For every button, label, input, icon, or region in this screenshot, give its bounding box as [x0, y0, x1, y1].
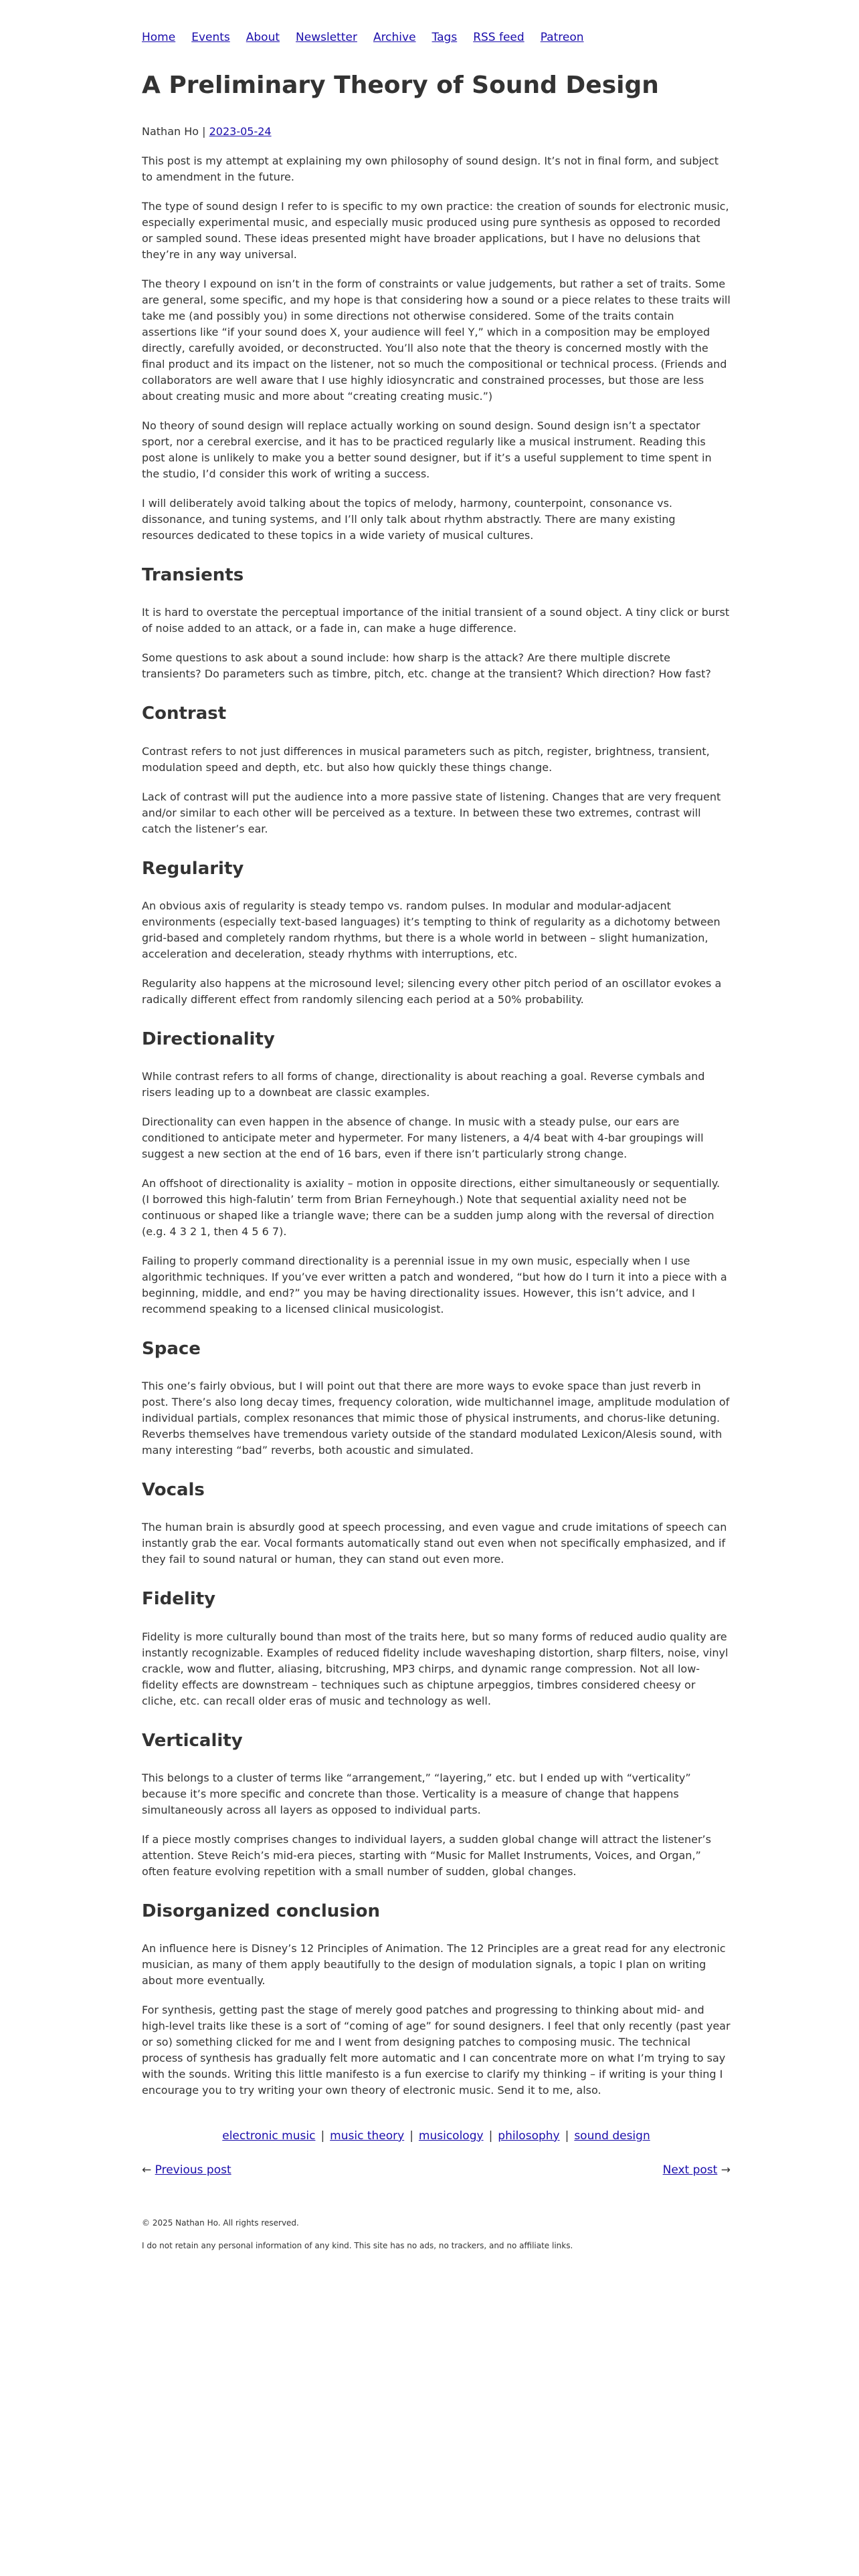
nav-rss-feed-link[interactable]: RSS feed: [473, 31, 524, 44]
previous-post: [142, 2162, 231, 2179]
section-heading: Fidelity: [142, 1589, 216, 1610]
nav-archive-link[interactable]: Archive: [373, 31, 416, 44]
section-paragraph: Lack of contrast will put the audience into a more passive state of listening. Changes that are very frequent and/or similar to each other will be perceived as a texture. In between these two extremes, contrast will catch the listener’s ear.: [142, 790, 721, 835]
section-contrast: [142, 704, 731, 837]
intro-paragraph: The type of sound design I refer to is specific to my own practice: the creation of sounds for electronic music, especially experimental music, and especially music produced using pure synthesis as opposed to recorded or sampled sound. These ideas presented might have broader applications, but I have no delusions that they’re in any way universal.: [142, 200, 729, 261]
top-navigation: [142, 0, 731, 49]
post-author: Nathan Ho: [142, 125, 199, 138]
section-paragraph: Contrast refers to not just differences in musical parameters such as pitch, register, brightness, transient, modulation speed and depth, etc. but also how quickly these things change.: [142, 744, 710, 774]
section-heading: Contrast: [142, 704, 227, 724]
section-paragraph: It is hard to overstate the perceptual importance of the initial transient of a sound object. A tiny click or burst of noise added to an attack, or a fade in, can make a huge difference.: [142, 606, 730, 635]
section-heading: Vocals: [142, 1480, 205, 1501]
section-paragraph: Directionality can even happen in the absence of change. In music with a steady pulse, our ears are conditioned to anticipate meter and hypermeter. For many listeners, a 4/4 beat with 4-bar groupings will suggest a new section at the end of 16 bars, even if there isn’t particularly strong change.: [142, 1115, 704, 1160]
left-arrow-icon: ←: [142, 2163, 155, 2177]
content-column: [142, 0, 731, 2262]
intro: [142, 153, 731, 544]
section-heading: Transients: [142, 565, 244, 586]
section-paragraph: Failing to properly command directionality is a perennial issue in my own music, especially when I use algorithmic techniques. If you’ve ever written a patch and wondered, “but how do I turn it into a piece with a beginning, middle, and end?” you may be having directionality issues. However, this isn’t advice, and I recommend speaking to a licensed clinical musicologist.: [142, 1254, 727, 1315]
section-paragraph: If a piece mostly comprises changes to individual layers, a sudden global change will attract the listener’s attention. Steve Reich’s mid-era pieces, starting with “Music for Mallet Instruments, Voices, and Organ,” often feature evolving repetition with a small number of sudden, global changes.: [142, 1832, 711, 1878]
post-title: A Preliminary Theory of Sound Design: [142, 72, 659, 99]
intro-paragraph: The theory I expound on isn’t in the form of constraints or value judgements, but rather a set of traits. Some are general, some specific, and my hope is that considering how a sound or a piece relates to these traits will take me (and possibly you) in some directions not otherwise considered. Some of the traits contain assertions like “if your sound does X, your audience will feel Y,” which in a composition may be employed directly, carefully avoided, or deconstructed. You’ll also note that the theory is concerned mostly with the final product and its impact on the listener, not so much the compositional or technical process. (Friends and collaborators are well aware that I use highly idiosyncratic and constrained processes, but those are less about creating music and more about “creating creating music.”): [142, 278, 731, 403]
section-vocals: [142, 1480, 731, 1568]
section-paragraph: For synthesis, getting past the stage of merely good patches and progressing to thinking about mid- and high-level traits like these is a sort of “coming of age” for sound designers. I feel that only recently (past year or so) something clicked for me and I went from designing patches to composing music. The technical process of synthesis has gradually felt more automatic and I can concentrate more on what I’m trying to say with the sounds. Writing this little manifesto is a fun exercise to clarify my thinking – if writing is your thing I encourage you to try writing your own theory of electronic music. Send it to me, also.: [142, 2003, 731, 2097]
post-date-link[interactable]: 2023-05-24: [209, 125, 272, 138]
nav-tags-link[interactable]: Tags: [432, 31, 458, 44]
post-meta: [142, 124, 731, 140]
section-verticality: [142, 1731, 731, 1880]
tag-separator: |: [320, 2129, 325, 2143]
next-post-link[interactable]: Next post: [662, 2163, 718, 2177]
section-directionality: [142, 1029, 731, 1317]
section-paragraph: Regularity also happens at the microsound level; silencing every other pitch period of an oscillator evokes a radically different effect from randomly silencing each period at a 50% probability.: [142, 976, 722, 1006]
section-heading: Regularity: [142, 858, 244, 879]
tag-list: [142, 2128, 731, 2145]
nav-patreon-link[interactable]: Patreon: [540, 31, 584, 44]
tag-separator: |: [488, 2129, 493, 2143]
section-paragraph: This belongs to a cluster of terms like “arrangement,” “layering,” etc. but I ended up with “verticality” because it’s more specific and concrete than those. Verticality is a measure of change that happens simultaneously across all layers as opposed to individual parts.: [142, 1771, 691, 1816]
section-heading: Directionality: [142, 1029, 275, 1049]
section-transients: [142, 565, 731, 682]
tag-music-theory-link[interactable]: music theory: [330, 2129, 405, 2143]
section-paragraph: While contrast refers to all forms of change, directionality is about reaching a goal. Reverse cymbals and risers leading up to a downbeat are classic examples.: [142, 1069, 705, 1099]
section-disorganized-conclusion: [142, 1901, 731, 2099]
tag-sound-design-link[interactable]: sound design: [574, 2129, 650, 2143]
right-arrow-icon: →: [717, 2163, 731, 2177]
tag-philosophy-link[interactable]: philosophy: [498, 2129, 560, 2143]
intro-paragraph: No theory of sound design will replace actually working on sound design. Sound design isn’t a spectator sport, nor a cerebral exercise, and it has to be practiced regularly like a musical instrument. Reading this post alone is unlikely to make you a better sound designer, but if it’s a useful supplement to time spent in the studio, I’d consider this work of writing a success.: [142, 419, 712, 481]
section-paragraph: An influence here is Disney’s 12 Principles of Animation. The 12 Principles are a great read for any electronic musician, as many of them apply beautifully to the design of modulation signals, a topic I plan on writing about more eventually.: [142, 1941, 726, 1987]
next-post: [663, 2162, 731, 2179]
section-paragraph: Some questions to ask about a sound include: how sharp is the attack? Are there multiple discrete transients? Do parameters such as timbre, pitch, etc. change at the transient? Which direction? How fast?: [142, 651, 711, 681]
section-paragraph: This one’s fairly obvious, but I will point out that there are more ways to evoke space than just reverb in post. There’s also long decay times, frequency coloration, wide multichannel image, amplitude modulation of individual partials, complex resonances that mimic those of physical instruments, and chorus-like detuning. Reverbs themselves have tremendous variety outside of the standard modulated Lexicon/Alesis sound, with many interesting “bad” reverbs, both acoustic and simulated.: [142, 1380, 730, 1457]
intro-paragraph: I will deliberately avoid talking about the topics of melody, harmony, counterpoint, consonance vs. dissonance, and tuning systems, and I’ll only talk about rhythm abstractly. There are many existing resources dedicated to these topics in a wide variety of musical cultures.: [142, 497, 676, 542]
intro-paragraph: This post is my attempt at explaining my own philosophy of sound design. It’s not in final form, and subject to amendment in the future.: [142, 154, 719, 184]
section-paragraph: An offshoot of directionality is axiality – motion in opposite directions, either simultaneously or sequentially. (I borrowed this high-falutin’ term from Brian Ferneyhough.) Note that sequential axiality need not be continuous or shaped like a triangle wave; there can be a sudden jump along with the reversal of direction (e.g. 4 3 2 1, then 4 5 6 7).: [142, 1176, 721, 1238]
post-navigation: [142, 2162, 731, 2179]
copyright-notice: © 2025 Nathan Ho. All rights reserved.: [142, 2218, 299, 2228]
nav-home-link[interactable]: Home: [142, 31, 176, 44]
meta-separator: |: [199, 125, 209, 138]
section-regularity: [142, 859, 731, 1008]
tag-musicology-link[interactable]: musicology: [418, 2129, 484, 2143]
nav-events-link[interactable]: Events: [191, 31, 230, 44]
tag-separator: |: [409, 2129, 413, 2143]
section-paragraph: An obvious axis of regularity is steady tempo vs. random pulses. In modular and modular-adjacent environments (especially text-based languages) it’s tempting to think of regularity as a dichotomy between grid-based and completely random rhythms, but there is a whole world in between – slight humanization, acceleration and deceleration, steady rhythms with interruptions, etc.: [142, 899, 721, 960]
privacy-notice: I do not retain any personal information of any kind. This site has no ads, no trackers, and no affiliate links.: [142, 2240, 573, 2250]
section-heading: Verticality: [142, 1730, 243, 1751]
section-heading: Space: [142, 1338, 201, 1359]
section-paragraph: The human brain is absurdly good at speech processing, and even vague and crude imitations of speech can instantly grab the ear. Vocal formants automatically stand out even when not specifically emphasized, and if they fail to sound natural or human, they can stand out even more.: [142, 1521, 727, 1566]
nav-newsletter-link[interactable]: Newsletter: [296, 31, 357, 44]
tag-separator: |: [565, 2129, 569, 2143]
section-space: [142, 1339, 731, 1459]
section-heading: Disorganized conclusion: [142, 1901, 381, 1921]
site-footer: [142, 2217, 731, 2252]
section-fidelity: [142, 1589, 731, 1709]
nav-about-link[interactable]: About: [246, 31, 280, 44]
previous-post-link[interactable]: Previous post: [155, 2163, 231, 2177]
section-paragraph: Fidelity is more culturally bound than most of the traits here, but so many forms of reduced audio quality are instantly recognizable. Examples of reduced fidelity include waveshaping distortion, sharp filters, noise, vinyl crackle, wow and flutter, aliasing, bitcrushing, MP3 chirps, and dynamic range compression. Not all low-fidelity effects are downstream – techniques such as chiptune arpeggios, timbres considered cheesy or cliche, etc. can recall older eras of music and technology as well.: [142, 1630, 729, 1707]
tag-electronic-music-link[interactable]: electronic music: [222, 2129, 316, 2143]
